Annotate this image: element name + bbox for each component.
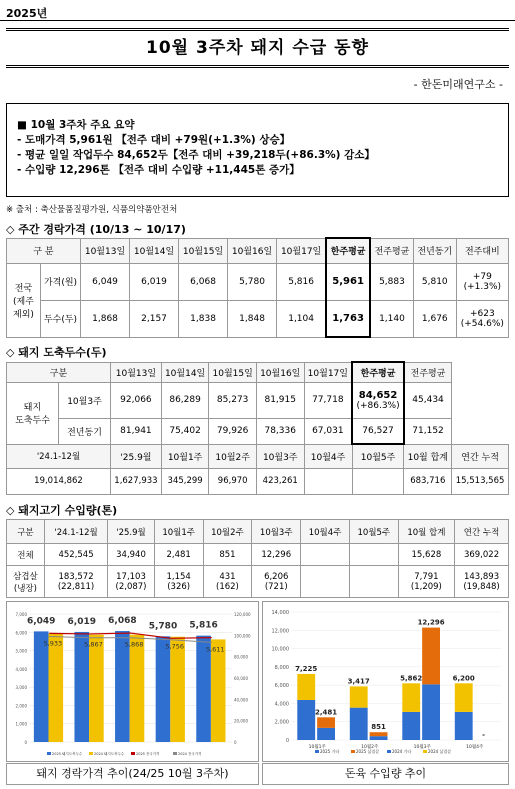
data-label: 5,868 — [124, 640, 144, 649]
table-cell — [352, 468, 404, 494]
table-cell — [456, 263, 508, 300]
bar-2025-belly — [317, 717, 335, 728]
total-label: 3,417 — [347, 677, 370, 686]
diff-value: +623 — [469, 308, 495, 319]
y-tick-label: 8,000 — [274, 664, 289, 671]
data-label: 5,780 — [148, 621, 178, 632]
table-cell: 81,915 — [256, 382, 304, 418]
y-tick-label: 7,000 — [15, 612, 27, 617]
y2-tick-label: 120,000 — [234, 612, 251, 617]
legend-label: 2025 삼겹살 — [356, 749, 380, 754]
table-cell: 86,289 — [161, 382, 209, 418]
table-cell: 78,336 — [256, 418, 304, 444]
total-label: 851 — [371, 723, 386, 732]
table-header: 전년동기 — [413, 238, 456, 263]
table-cell — [108, 566, 154, 598]
table-header: 10월2주 — [203, 520, 252, 544]
data-label: 6,049 — [26, 616, 56, 627]
sub-header: '24.1-12월 — [36, 452, 81, 462]
slaughter-section-title: ◇ 돼지 도축두수(두) — [6, 346, 107, 359]
table-cell: 2,481 — [154, 544, 203, 566]
table-header: 전주평균 — [370, 238, 413, 263]
y-tick-label: 3,000 — [15, 685, 27, 691]
table-cell: 96,970 — [209, 468, 257, 494]
summary-box — [6, 103, 509, 197]
data-label: 5,816 — [189, 620, 218, 631]
y-tick-label: 4,000 — [274, 701, 289, 708]
table-header — [7, 444, 111, 468]
summary-heading: ■ 10월 3주차 주요 요약 — [17, 119, 135, 131]
legend-swatch — [131, 752, 135, 755]
x-tick-label: 10월4주 — [466, 745, 484, 750]
table-header: 전주평균 — [404, 362, 452, 382]
bar-2024 — [211, 639, 226, 742]
table-cell — [154, 566, 203, 598]
bar-2024-other — [402, 712, 420, 740]
y2-tick-label: 0 — [234, 740, 237, 745]
table-header: 10월13일 — [111, 362, 162, 382]
price-chart — [7, 602, 258, 761]
table-header: 10월16일 — [256, 362, 304, 382]
data-label: 6,019 — [67, 616, 97, 627]
cell-sub: (1,209) — [410, 581, 442, 592]
table-header: 10월4주 — [301, 520, 350, 544]
total-label: 5,862 — [400, 674, 423, 683]
table-header: 구 분 — [7, 238, 81, 263]
table-cell — [301, 566, 350, 598]
y-tick-label: 10,000 — [271, 646, 289, 653]
table-cell: 5,883 — [370, 263, 413, 300]
table-header: 10월2주 — [209, 444, 257, 468]
y-tick-label: 6,000 — [15, 630, 27, 636]
organization-label: - 한돈미래연구소 - — [413, 78, 503, 91]
total-label: 7,225 — [295, 664, 318, 673]
table-cell: 75,402 — [161, 418, 209, 444]
table-cell: 6,019 — [130, 263, 179, 300]
bar-2025 — [34, 631, 49, 742]
table-header: 전주대비 — [456, 238, 508, 263]
table-cell: 1,627,933 — [111, 468, 162, 494]
total-label: - — [482, 731, 486, 739]
y-tick-label: 1,000 — [15, 721, 27, 727]
x-tick-label: 10월2주 — [361, 745, 379, 750]
table-cell: 5,780 — [228, 263, 277, 300]
y2-tick-label: 40,000 — [234, 697, 248, 703]
import-chart — [263, 602, 508, 761]
table-header: 10월4주 — [304, 444, 352, 468]
table-cell: 1,676 — [413, 300, 456, 337]
data-label: 5,756 — [165, 642, 184, 651]
table-cell — [349, 544, 398, 566]
legend-swatch — [315, 750, 319, 753]
table-cell: 77,718 — [304, 382, 352, 418]
slaughter-table — [6, 361, 509, 495]
summary-line: - 평균 일일 작업두수 84,652두【전주 대비 +39,218두(+86.3%) 감소】 — [17, 149, 375, 161]
bar-2024 — [130, 635, 145, 742]
legend-label: 2024 전국가격 — [178, 752, 202, 756]
table-header: 10월3주 — [252, 520, 301, 544]
table-cell: 76,527 — [352, 418, 404, 444]
table-cell: 851 — [203, 544, 252, 566]
imports-section-title: ◇ 돼지고기 수입량(톤) — [6, 504, 118, 517]
table-header: 10월5주 — [352, 444, 404, 468]
summary-line: - 수입량 12,296톤 【전주 대비 수입량 +11,445톤 증가】 — [17, 164, 300, 176]
table-cell: 5,816 — [277, 263, 327, 300]
chart-caption: 돼지 경락가격 추이(24/25 10월 3주차) — [6, 763, 259, 785]
table-cell: 67,031 — [304, 418, 352, 444]
chart-caption: 돈육 수입량 추이 — [262, 763, 509, 785]
y2-tick-label: 60,000 — [234, 676, 248, 681]
legend-label: 2024 돼지도축두수 — [94, 752, 125, 756]
table-cell: 1,140 — [370, 300, 413, 337]
table-cell — [352, 382, 404, 418]
import-chart-box — [262, 601, 509, 762]
summary-line: - 도매가격 5,961원 【전주 대비 +79원(+1.3%) 상승】 — [17, 134, 291, 146]
table-cell — [301, 544, 350, 566]
cell-value: 183,572 — [58, 571, 94, 582]
year-label: 2025년 — [6, 7, 48, 20]
y2-tick-label: 100,000 — [234, 633, 251, 639]
y-tick-label: 2,000 — [15, 703, 27, 709]
table-header: 10월5주 — [349, 520, 398, 544]
table-header: 10월17일 — [304, 362, 352, 382]
report-title: 10월 3주차 돼지 수급 동향 — [146, 38, 369, 58]
imports-table — [6, 519, 509, 598]
y-tick-label: 6,000 — [274, 683, 289, 690]
table-cell: 369,022 — [455, 544, 509, 566]
table-cell: 10월3주 — [59, 382, 111, 418]
divider — [0, 20, 515, 21]
bar-2024 — [89, 635, 104, 742]
table-cell: 34,940 — [108, 544, 154, 566]
table-header: '25.9월 — [111, 444, 162, 468]
table-header: 연간 누적 — [455, 520, 509, 544]
y-tick-label: 14,000 — [271, 610, 289, 616]
bar-2024 — [48, 634, 63, 742]
legend-swatch — [351, 750, 355, 753]
table-header: 한주평균 — [326, 238, 370, 263]
total-label: 2,481 — [314, 708, 338, 717]
table-cell: 12,296 — [252, 544, 301, 566]
table-header: 10월16일 — [228, 238, 277, 263]
table-cell: 15,513,565 — [452, 468, 509, 494]
cell-value: 6,206 — [264, 571, 289, 582]
x-tick-label: 10월1주 — [308, 745, 326, 750]
table-header: 10월14일 — [130, 238, 179, 263]
table-cell: 5,961 — [326, 263, 370, 300]
cell-sub: (326) — [167, 581, 191, 592]
cell-sub: (2,087) — [115, 581, 147, 592]
y-tick-label: 0 — [285, 738, 289, 744]
table-cell: 가격(원) — [41, 263, 81, 300]
table-cell: 79,926 — [209, 418, 257, 444]
table-cell: 전체 — [7, 544, 45, 566]
table-cell: 71,152 — [404, 418, 452, 444]
table-header: 10월15일 — [209, 362, 257, 382]
legend-swatch — [387, 750, 391, 753]
table-cell: 683,716 — [404, 468, 452, 494]
data-label: 6,068 — [108, 616, 137, 627]
table-cell: 1,763 — [326, 300, 370, 337]
avg-value: 84,652 — [358, 389, 398, 401]
legend-swatch — [89, 752, 93, 755]
table-header: 구분 — [7, 362, 111, 382]
bar-2024-other — [297, 700, 315, 740]
legend-swatch — [47, 752, 51, 755]
table-header: 10월15일 — [179, 238, 228, 263]
bar-2024-other — [455, 712, 473, 740]
legend-label: 2024 삼겹살 — [428, 749, 452, 754]
diff-pct: (+54.6%) — [460, 318, 504, 329]
y-tick-label: 5,000 — [15, 648, 27, 654]
legend-label: 2024 기타 — [392, 749, 412, 754]
cell-value: 143,893 — [463, 571, 500, 582]
cell-value: 17,103 — [116, 571, 146, 582]
table-cell: 345,299 — [161, 468, 209, 494]
bar-2025 — [156, 636, 171, 742]
bar-2025-other — [422, 684, 440, 740]
legend-swatch — [173, 752, 177, 755]
source-note: ※ 출처 : 축산물품질평가원, 식품의약품안전처 — [6, 205, 178, 215]
legend-swatch — [423, 750, 427, 753]
table-header: 10월1주 — [161, 444, 209, 468]
table-header: '24.1-12월 — [44, 520, 107, 544]
price-chart-box — [6, 601, 259, 762]
diff-value: +79 — [472, 271, 492, 282]
bar-2024-belly — [350, 686, 368, 707]
data-label: 5,867 — [84, 640, 103, 649]
y-tick-label: 4,000 — [15, 666, 27, 672]
diff-pct: (+1.3%) — [463, 281, 502, 292]
row-label: 돼지 도축두수 — [7, 382, 59, 444]
cell-value: 1,154 — [166, 571, 191, 582]
table-cell: 452,545 — [44, 544, 107, 566]
bar-2025-other — [370, 736, 388, 740]
bar-2024-belly — [297, 674, 315, 700]
bar-2024-belly — [455, 683, 473, 712]
table-cell: 81,941 — [111, 418, 162, 444]
table-header: 10월 합계 — [398, 520, 454, 544]
cell-sub: (19,848) — [463, 581, 500, 592]
table-cell: 6,049 — [81, 263, 130, 300]
table-header: 10월13일 — [81, 238, 130, 263]
table-cell: 2,157 — [130, 300, 179, 337]
table-cell: 전년동기 — [59, 418, 111, 444]
legend-label: 2025 기타 — [320, 749, 340, 754]
cell-sub: (162) — [216, 581, 239, 592]
bar-2025-belly — [422, 628, 440, 685]
table-header: 연간 누적 — [452, 444, 509, 468]
y2-tick-label: 20,000 — [234, 718, 248, 724]
y-tick-label: 12,000 — [271, 628, 289, 635]
table-header: 10월3주 — [256, 444, 304, 468]
table-cell: 1,838 — [179, 300, 228, 337]
table-cell: 45,434 — [404, 382, 452, 418]
cell-sub: (22,811) — [57, 581, 95, 592]
table-cell: 92,066 — [111, 382, 162, 418]
table-cell: 5,810 — [413, 263, 456, 300]
auction-table — [6, 237, 509, 338]
table-cell — [252, 566, 301, 598]
table-cell: 19,014,862 — [7, 468, 111, 494]
y-tick-label: 2,000 — [274, 719, 289, 726]
table-cell: 두수(두) — [41, 300, 81, 337]
table-cell: 1,868 — [81, 300, 130, 337]
table-cell: 1,848 — [228, 300, 277, 337]
table-header: 한주평균 — [352, 362, 404, 382]
y2-tick-label: 80,000 — [234, 654, 248, 660]
table-header: 10월14일 — [161, 362, 209, 382]
total-label: 6,200 — [452, 674, 475, 683]
table-cell — [304, 468, 352, 494]
table-header: 10월1주 — [154, 520, 203, 544]
table-header: 10월17일 — [277, 238, 327, 263]
report-title-box — [6, 28, 509, 68]
table-cell: 423,261 — [256, 468, 304, 494]
table-cell: 6,068 — [179, 263, 228, 300]
table-cell: 85,273 — [209, 382, 257, 418]
x-tick-label: 10월3주 — [413, 745, 431, 750]
legend-label: 2025 전국가격 — [136, 752, 160, 756]
table-cell: 1,104 — [277, 300, 327, 337]
bar-2025-other — [317, 728, 335, 740]
table-header: 구분 — [7, 520, 45, 544]
bar-2024 — [170, 637, 185, 742]
table-cell: 삼겹살 (냉장) — [7, 566, 45, 598]
table-cell: 15,628 — [398, 544, 454, 566]
data-label: 5,611 — [205, 645, 225, 654]
row-label: 전국 (제주 제외) — [7, 263, 41, 337]
cell-value: 7,791 — [414, 571, 439, 582]
table-header: 10월 합계 — [404, 444, 452, 468]
cell-value: 431 — [219, 571, 236, 582]
auction-section-title: ◇ 주간 경락가격 (10/13 ~ 10/17) — [6, 223, 186, 236]
table-header: '25.9월 — [108, 520, 154, 544]
total-label: 12,296 — [417, 618, 445, 627]
avg-pct: (+86.3%) — [356, 400, 400, 411]
bar-2024-other — [350, 708, 368, 740]
y-tick-label: 0 — [24, 740, 27, 745]
bar-2024-belly — [402, 683, 420, 712]
table-cell — [203, 566, 252, 598]
data-label: 5,933 — [43, 639, 63, 648]
cell-sub: (721) — [264, 581, 288, 592]
table-cell — [349, 566, 398, 598]
table-cell — [44, 566, 107, 598]
table-cell — [455, 566, 509, 598]
legend-label: 2025 돼지도축두수 — [52, 752, 83, 756]
table-cell — [398, 566, 454, 598]
bar-2025-belly — [370, 732, 388, 736]
table-cell — [456, 300, 508, 337]
